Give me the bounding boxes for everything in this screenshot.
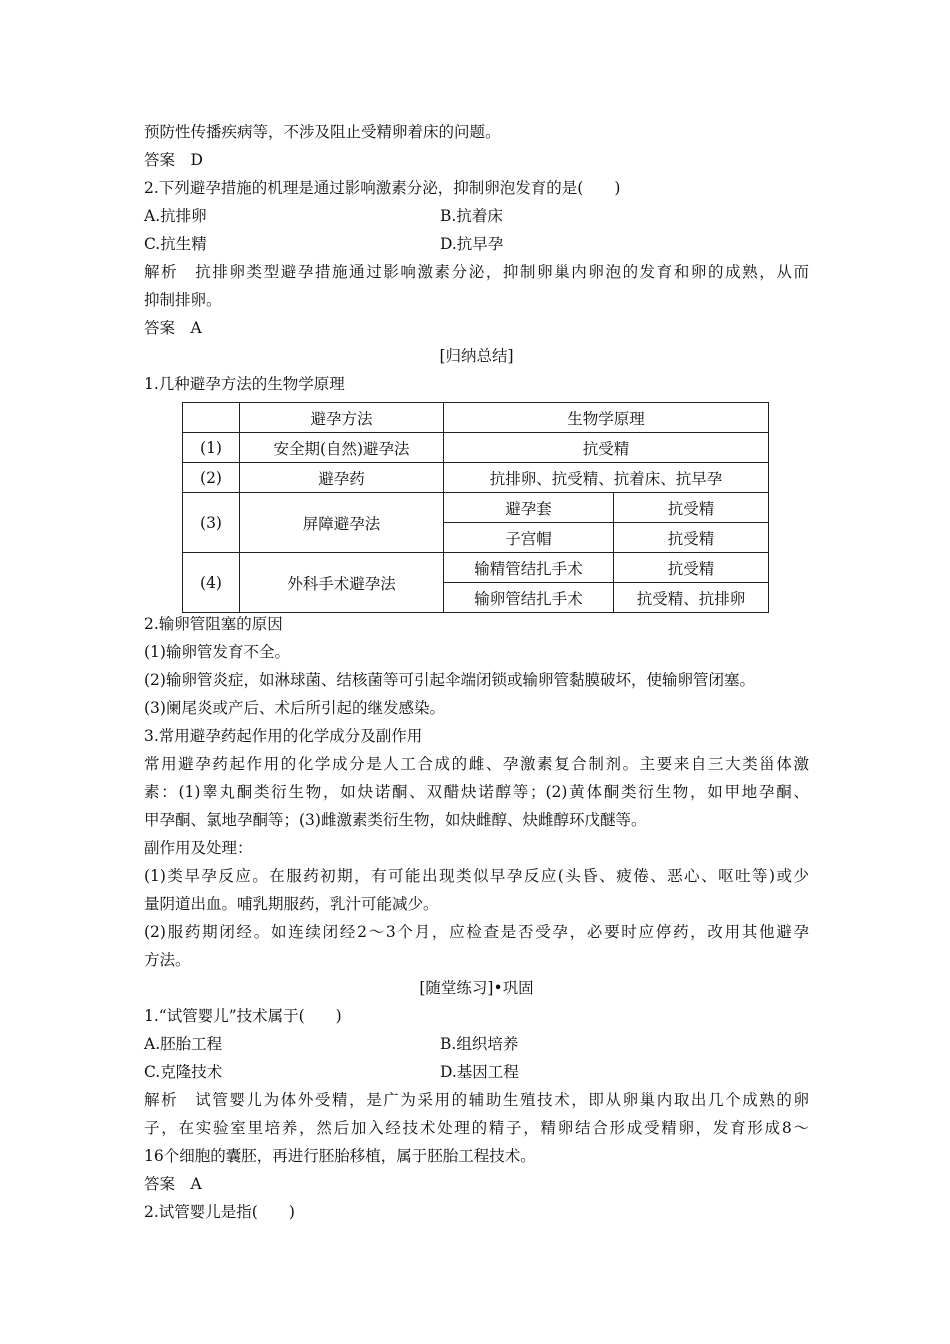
table-cell: 输卵管结扎手术 bbox=[444, 583, 614, 613]
table-header: 生物学原理 bbox=[444, 403, 769, 433]
table-cell: (4) bbox=[183, 553, 240, 613]
table-row bbox=[183, 463, 769, 493]
table-cell: 输精管结扎手术 bbox=[444, 553, 614, 583]
table-header-row bbox=[183, 403, 769, 433]
text-line: 常用避孕药起作用的化学成分是人工合成的雌、孕激素复合制剂。主要来自三大类甾体激 bbox=[144, 755, 809, 773]
text-line: 量阴道出血。哺乳期服药，乳汁可能减少。 bbox=[144, 895, 439, 913]
text-line: (2)服药期闭经。如连续闭经2～3个月，应检查是否受孕，必要时应停药，改用其他避孕 bbox=[144, 923, 809, 941]
answer-line: 答案 D bbox=[144, 151, 203, 169]
text-line: (1)输卵管发育不全。 bbox=[144, 643, 290, 661]
analysis-line: 解析 抗排卵类型避孕措施通过影响激素分泌，抑制卵巢内卵泡的发育和卵的成熟，从而 bbox=[144, 263, 809, 281]
text-line: 副作用及处理： bbox=[144, 839, 253, 857]
option-c: C.抗生精 bbox=[144, 235, 207, 253]
option-b: B.组织培养 bbox=[440, 1035, 519, 1053]
options-row bbox=[144, 1030, 809, 1058]
question-1: 1.“试管婴儿”技术属于( ) bbox=[144, 1007, 342, 1025]
text-line: 预防性传播疾病等，不涉及阻止受精卵着床的问题。 bbox=[144, 123, 501, 141]
document-page bbox=[144, 118, 809, 1226]
text-line: (2)输卵管炎症，如淋球菌、结核菌等可引起伞端闭锁或输卵管黏膜破坏，使输卵管闭塞。 bbox=[144, 671, 755, 689]
options-row bbox=[144, 230, 809, 258]
option-d: D.基因工程 bbox=[440, 1063, 519, 1081]
table-cell: 安全期(自然)避孕法 bbox=[240, 433, 444, 463]
contraception-table bbox=[182, 402, 769, 613]
table-cell bbox=[183, 403, 240, 433]
table-cell: 避孕药 bbox=[240, 463, 444, 493]
question-2: 2.试管婴儿是指( ) bbox=[144, 1203, 295, 1221]
options-row bbox=[144, 1058, 809, 1086]
section-heading: [随堂练习]•巩固 bbox=[419, 979, 534, 997]
option-c: C.克隆技术 bbox=[144, 1063, 223, 1081]
text-line: 方法。 bbox=[144, 951, 191, 969]
text-line: 素：(1)睾丸酮类衍生物，如炔诺酮、双醋炔诺醇等；(2)黄体酮类衍生物，如甲地孕酮、 bbox=[144, 783, 809, 801]
table-cell: 屏障避孕法 bbox=[240, 493, 444, 553]
table-cell: (2) bbox=[183, 463, 240, 493]
text-line: (3)阑尾炎或产后、术后所引起的继发感染。 bbox=[144, 699, 445, 717]
options-row bbox=[144, 202, 809, 230]
table-cell: 抗排卵、抗受精、抗着床、抗早孕 bbox=[444, 463, 769, 493]
table-header: 避孕方法 bbox=[240, 403, 444, 433]
answer-line: 答案 A bbox=[144, 1175, 202, 1193]
analysis-line: 解析 试管婴儿为体外受精，是广为采用的辅助生殖技术，即从卵巢内取出几个成熟的卵 bbox=[144, 1091, 809, 1109]
question-2: 2.下列避孕措施的机理是通过影响激素分泌，抑制卵泡发育的是( ) bbox=[144, 179, 621, 197]
item-heading: 3.常用避孕药起作用的化学成分及副作用 bbox=[144, 727, 423, 745]
text-line: (1)类早孕反应。在服药初期，有可能出现类似早孕反应(头昏、疲倦、恶心、呕吐等)或少 bbox=[144, 867, 809, 885]
table-cell: 抗受精、抗排卵 bbox=[614, 583, 769, 613]
option-a: A.抗排卵 bbox=[144, 207, 207, 225]
table-cell: (3) bbox=[183, 493, 240, 553]
option-a: A.胚胎工程 bbox=[144, 1035, 223, 1053]
option-b: B.抗着床 bbox=[440, 207, 503, 225]
answer-line: 答案 A bbox=[144, 319, 202, 337]
analysis-line: 抑制排卵。 bbox=[144, 291, 222, 309]
table-cell: 避孕套 bbox=[444, 493, 614, 523]
table-cell: (1) bbox=[183, 433, 240, 463]
table-cell: 抗受精 bbox=[614, 553, 769, 583]
table-cell: 抗受精 bbox=[614, 523, 769, 553]
option-d: D.抗早孕 bbox=[440, 235, 504, 253]
table-row bbox=[183, 553, 769, 583]
item-heading: 2.输卵管阻塞的原因 bbox=[144, 615, 283, 633]
table-cell: 外科手术避孕法 bbox=[240, 553, 444, 613]
analysis-line: 子，在实验室里培养，然后加入经技术处理的精子，精卵结合形成受精卵，发育形成8～ bbox=[144, 1119, 809, 1137]
table-cell: 抗受精 bbox=[444, 433, 769, 463]
table-cell: 子宫帽 bbox=[444, 523, 614, 553]
table-cell: 抗受精 bbox=[614, 493, 769, 523]
section-heading: [归纳总结] bbox=[439, 347, 514, 365]
table-row bbox=[183, 433, 769, 463]
item-heading: 1.几种避孕方法的生物学原理 bbox=[144, 375, 345, 393]
analysis-line: 16个细胞的囊胚，再进行胚胎移植，属于胚胎工程技术。 bbox=[144, 1147, 536, 1165]
table-row bbox=[183, 493, 769, 523]
text-line: 甲孕酮、氯地孕酮等；(3)雌激素类衍生物，如炔雌醇、炔雌醇环戊醚等。 bbox=[144, 811, 647, 829]
